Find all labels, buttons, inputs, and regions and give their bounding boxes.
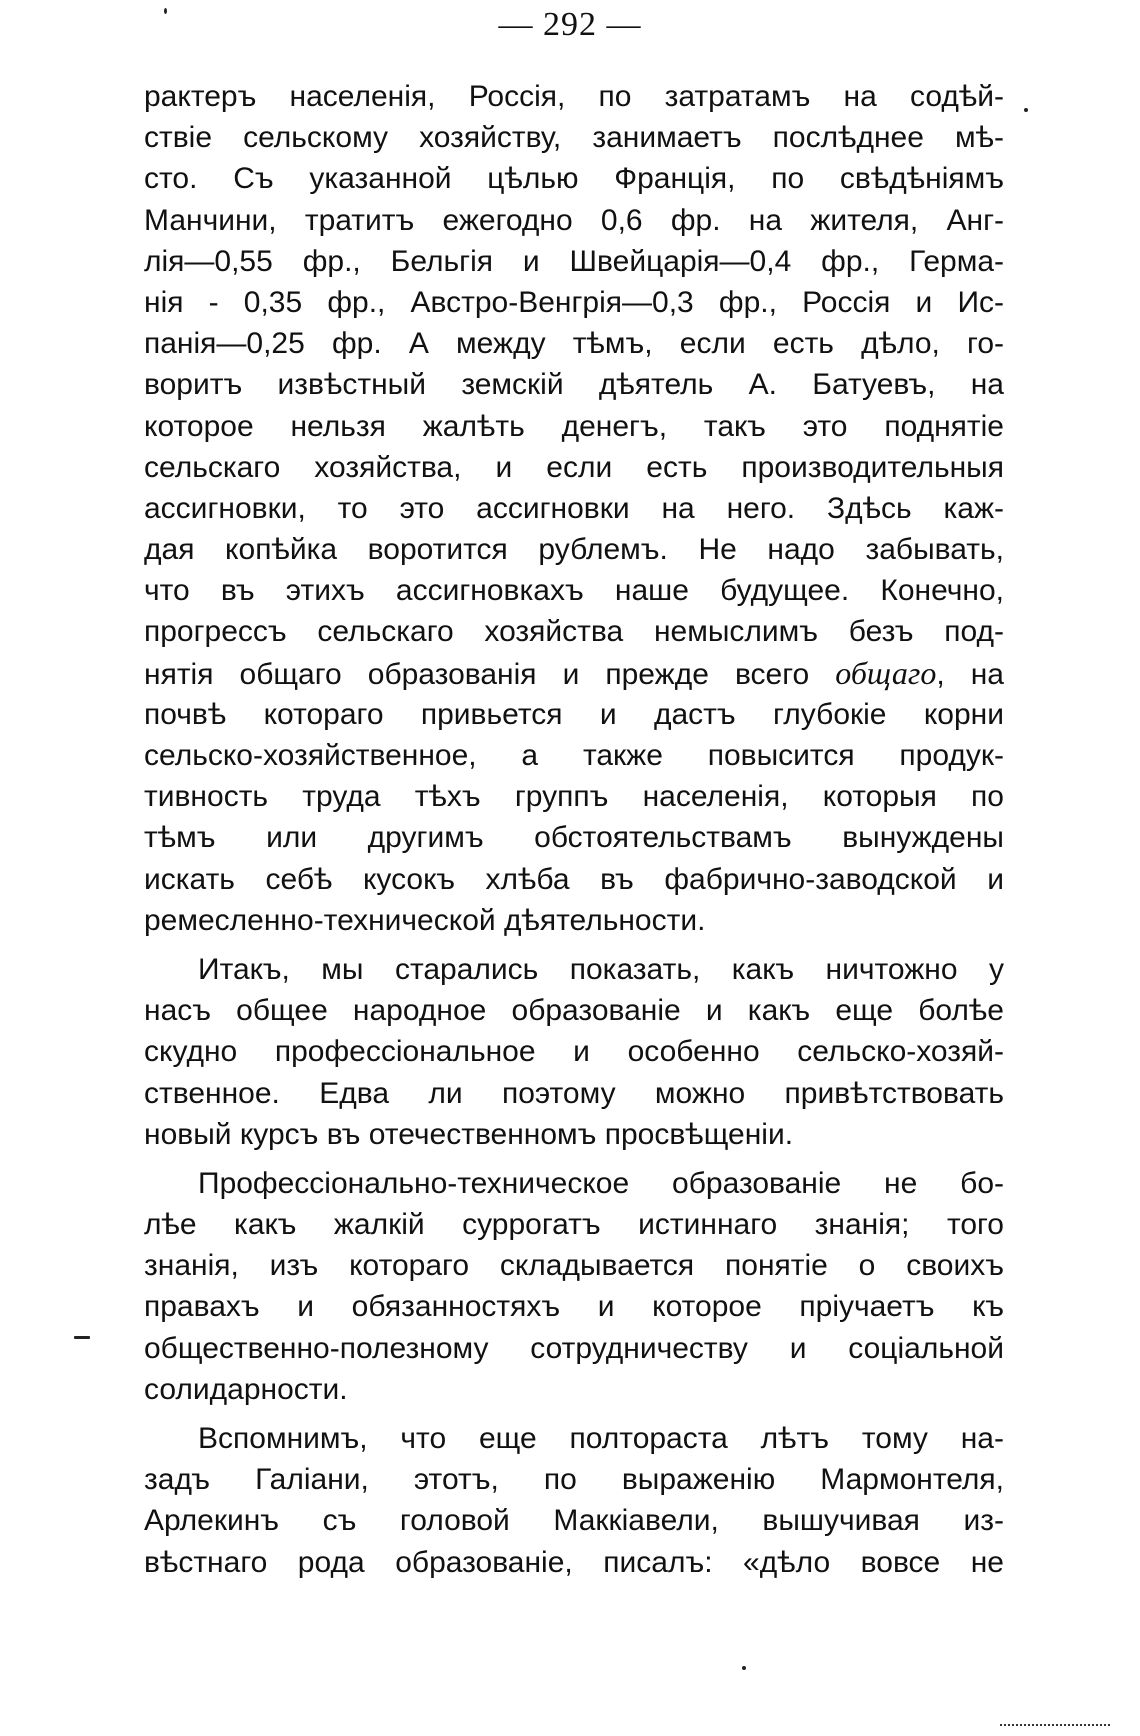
page-number: — 292 — xyxy=(498,6,642,43)
text-line: Вспомнимъ, что еще полтораста лѣтъ тому на- xyxy=(198,1422,1004,1455)
text-line: задъ Галіани, этотъ, по выраженію Мармонтеля, xyxy=(144,1463,1004,1497)
text-line: воритъ извѣстный земскій дѣятель А. Батуевъ, на xyxy=(144,368,1004,402)
text-line: знанія, изъ котораго складывается понятіе о своихъ xyxy=(144,1249,1004,1283)
text-line: солидарности. xyxy=(144,1372,348,1406)
paragraph-4 xyxy=(144,1418,1004,1583)
text-line: дая копѣйка воротится рублемъ. Не надо забывать, xyxy=(144,533,1004,567)
text-line: ремесленно-технической дѣятельности. xyxy=(144,903,706,937)
text-line: Профессіонально-техническое образованіе не бо- xyxy=(198,1166,1004,1200)
text-line: ственное. Едва ли поэтому можно привѣтствовать xyxy=(144,1076,1004,1110)
text-line: скудно профессіональное и особенно сельско-хозяй- xyxy=(144,1035,1004,1069)
text-line: ствіе сельскому хозяйству, занимаетъ послѣднее мѣ- xyxy=(144,121,1004,155)
italic-word: общаго xyxy=(835,654,937,691)
paragraph-3 xyxy=(144,1163,1004,1410)
paragraph-1 xyxy=(144,76,1004,941)
scan-speck xyxy=(742,1666,746,1670)
text-line: которое нельзя жалѣть денегъ, такъ это поднятіе xyxy=(144,409,1004,443)
text-line: вѣстнаго рода образованіе, писалъ: «дѣло вовсе не xyxy=(144,1545,1004,1579)
text-line: искать себѣ кусокъ хлѣба въ фабрично-заводской и xyxy=(144,862,1004,896)
text-line: тивность труда тѣхъ группъ населенія, которыя по xyxy=(144,780,1004,814)
text-line: прогрессъ сельскаго хозяйства немыслимъ безъ под- xyxy=(144,615,1004,649)
text-line: лія—0,55 фр., Бельгія и Швейцарія—0,4 фр., Герма- xyxy=(144,244,1004,278)
text-line: сельско-хозяйственное, а также повысится продук- xyxy=(144,739,1004,772)
text-line-with-italic xyxy=(144,653,1004,694)
text-line: ассигновки, то это ассигновки на него. Здѣсь каж- xyxy=(144,491,1004,525)
text-line: панія—0,25 фр. А между тѣмъ, если есть дѣло, го- xyxy=(144,327,1004,361)
body-text xyxy=(144,76,1004,1583)
text-line: сельскаго хозяйства, и если есть производительныя xyxy=(144,450,1004,484)
text-line: почвѣ котораго привьется и дастъ глубокіе корни xyxy=(144,697,1004,731)
scan-speck xyxy=(164,8,167,14)
scan-mark xyxy=(1000,1716,1110,1726)
text-line: Манчини, тратитъ ежегодно 0,6 фр. на жителя, Анг- xyxy=(144,203,1004,237)
text-fragment: , на xyxy=(936,657,1004,691)
text-line: общественно-полезному сотрудничеству и соціальной xyxy=(144,1331,1004,1365)
text-line: новый курсъ въ отечественномъ просвѣщеніи. xyxy=(144,1117,794,1151)
scan-speck xyxy=(1024,108,1028,112)
text-line: тѣмъ или другимъ обстоятельствамъ вынуждены xyxy=(144,821,1004,855)
text-line: насъ общее народное образованіе и какъ еще болѣе xyxy=(144,994,1004,1028)
text-line: Арлекинъ съ головой Маккіавели, вышучивая из- xyxy=(144,1504,1004,1538)
paragraph-2 xyxy=(144,949,1004,1155)
text-line: Итакъ, мы старались показать, какъ ничтожно у xyxy=(198,952,1004,986)
scan-speck xyxy=(74,1336,90,1339)
text-line: лѣе какъ жалкій суррогатъ истиннаго знанія; того xyxy=(144,1208,1004,1242)
text-line: сто. Съ указанной цѣлью Франція, по свѣдѣніямъ xyxy=(144,162,1004,196)
text-line: нія - 0,35 фр., Австро-Венгрія—0,3 фр., Россія и Ис- xyxy=(144,285,1004,319)
text-fragment: нятія общаго образованія и прежде всего xyxy=(144,657,810,691)
text-line: что въ этихъ ассигновкахъ наше будущее. Конечно, xyxy=(144,574,1004,608)
text-line: рактеръ населенія, Россія, по затратамъ на содѣй- xyxy=(144,80,1004,113)
text-line: правахъ и обязанностяхъ и которое пріучаетъ къ xyxy=(144,1290,1004,1324)
